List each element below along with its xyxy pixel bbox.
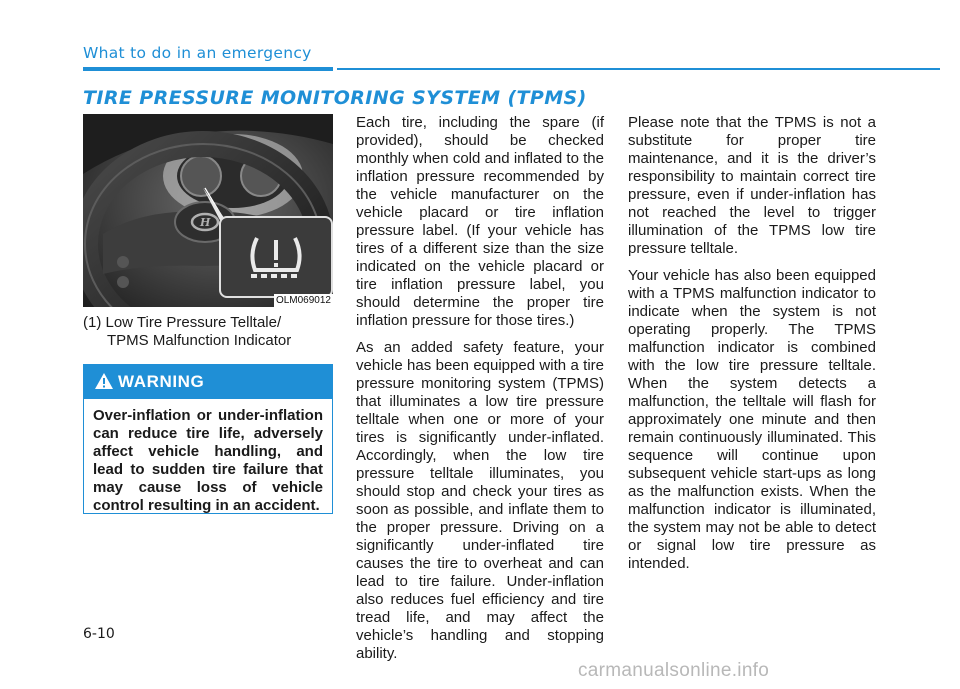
dashboard-figure bbox=[83, 114, 333, 307]
paragraph: As an added safety feature, your vehicle has been equipped with a tire pressure monitoring system (TPMS) that illuminates a low tire pressure telltale when one or more of your tires is significantly under-inflated. Accordingly, when the low tire pressure telltale illuminates, you should stop and check your tires as soon as possible, and inflate them to the proper pressure. Driving on a significantly under-inflated tire causes the tire to overheat and can lead to tire failure. Under-inflation also reduces fuel efficiency and tire tread life, and may affect the vehicle’s handling and stopping ability. bbox=[356, 339, 604, 662]
warning-box bbox=[83, 364, 333, 514]
warning-label: WARNING bbox=[118, 372, 205, 391]
warning-text: Over-inflation or under-inflation can reduce tire life, adversely affect vehicle handling, and lead to sudden tire failure that may cause loss of vehicle control resulting in an accident. bbox=[93, 407, 323, 514]
caption-line-1: (1) Low Tire Pressure Telltale/ bbox=[83, 314, 282, 331]
section-header: What to do in an emergency bbox=[83, 44, 312, 62]
telltale-callout bbox=[219, 216, 333, 298]
paragraph: Please note that the TPMS is not a substitute for proper tire maintenance, and it is the driver’s responsibility to maintain correct tire pressure, even if under-inflation has not reached the level to trigger illumination of the TPMS low tire pressure telltale. bbox=[628, 114, 876, 257]
paragraph: Your vehicle has also been equipped with a TPMS malfunction indicator to indicate when the system is not operating properly. The TPMS malfunction indicator is combined with the low tire pressure telltale. When the system detects a malfunction, the telltale will flash for approximately one minute and then remain continuously illuminated. This sequence will continue upon subsequent vehicle start-ups as long as the malfunction exists. When the malfunction indicator is illuminated, the system may not be able to detect or signal low tire pressure as intended. bbox=[628, 267, 876, 572]
page-number: 6-10 bbox=[83, 626, 115, 642]
caption-line-2: TPMS Malfunction Indicator bbox=[107, 332, 292, 349]
header-rule bbox=[337, 68, 940, 70]
right-column bbox=[628, 114, 876, 582]
middle-column bbox=[356, 114, 604, 672]
svg-text:H: H bbox=[200, 216, 211, 229]
watermark: carmanualsonline.info bbox=[578, 660, 770, 681]
tpms-telltale-icon bbox=[221, 218, 331, 296]
paragraph: Each tire, including the spare (if provided), should be checked monthly when cold and inflated to the inflation pressure recommended by the vehicle manufacturer on the vehicle placard or tire inflation pressure label. (If your vehicle has tires of a different size than the size indicated on the vehicle placard or tire inflation pressure label, you should determine the proper tire inflation pressure for those tires.) bbox=[356, 114, 604, 329]
figure-code: OLM069012 bbox=[275, 295, 331, 306]
warning-triangle-icon bbox=[95, 373, 113, 394]
header-rule-accent bbox=[83, 67, 333, 71]
warning-header bbox=[84, 365, 332, 399]
figure-caption bbox=[83, 314, 333, 350]
page-title: TIRE PRESSURE MONITORING SYSTEM (TPMS) bbox=[83, 87, 587, 109]
